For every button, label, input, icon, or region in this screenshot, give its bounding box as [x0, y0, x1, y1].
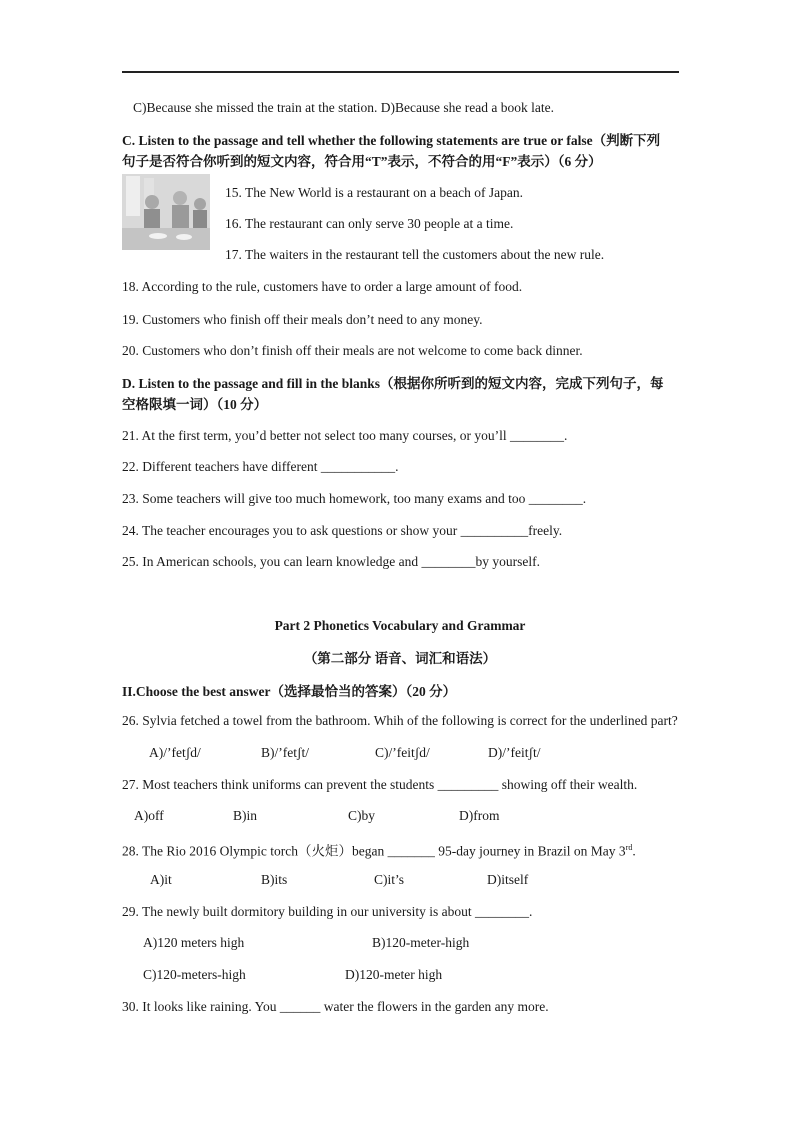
- section-d-heading-line2: 空格限填一词）（10 分）: [122, 397, 268, 412]
- q28-option-b: B)its: [261, 872, 288, 887]
- statement-18: 18. According to the rule, customers have to order a large amount of food.: [122, 279, 523, 294]
- q28-stem-ordinal: rd: [625, 843, 633, 852]
- part2-subtitle: （第二部分 语音、词汇和语法）: [303, 651, 497, 666]
- q28-stem: [122, 839, 636, 861]
- section-ii-heading: II.Choose the best answer（选择最恰当的答案）（20 分）: [122, 684, 457, 699]
- section-c-heading-line1: C. Listen to the passage and tell whether the following statements are true or false（判断下列: [122, 133, 661, 148]
- q27-option-b: B)in: [233, 808, 258, 823]
- blank-22: 22. Different teachers have different ___________.: [122, 459, 399, 474]
- blank-25: 25. In American schools, you can learn knowledge and ________by yourself.: [122, 554, 541, 569]
- q27-option-c: C)by: [348, 808, 375, 823]
- statement-20: 20. Customers who don’t finish off their meals are not welcome to come back dinner.: [122, 343, 583, 358]
- q29-option-a: A)120 meters high: [143, 935, 245, 950]
- blank-23: 23. Some teachers will give too much homework, too many exams and too ________.: [122, 491, 587, 506]
- blank-21: 21. At the first term, you’d better not select too many courses, or you’ll ________.: [122, 428, 568, 443]
- q27-option-a: A)off: [134, 808, 164, 823]
- q29-option-c: C)120-meters-high: [143, 967, 246, 982]
- q26-option-d: D)/’feitʃt/: [488, 745, 541, 760]
- statement-15: 15. The New World is a restaurant on a beach of Japan.: [225, 185, 523, 200]
- q26-stem: 26. Sylvia fetched a towel from the bathroom. Whih of the following is correct for the underlined part?: [122, 713, 678, 728]
- q26-option-c: C)/’feitʃd/: [375, 745, 430, 760]
- q28-option-d: D)itself: [487, 872, 529, 887]
- section-c-heading-line2: 句子是否符合你听到的短文内容，符合用“T”表示，不符合的用“F”表示）（6 分）: [122, 154, 602, 169]
- part2-title: Part 2 Phonetics Vocabulary and Grammar: [274, 618, 526, 633]
- q27-stem: 27. Most teachers think uniforms can prevent the students _________ showing off their wealth.: [122, 777, 638, 792]
- statement-16: 16. The restaurant can only serve 30 people at a time.: [225, 216, 514, 231]
- q27-option-d: D)from: [459, 808, 500, 823]
- header-rule: [122, 71, 679, 73]
- q26-option-b: B)/’fetʃt/: [261, 745, 309, 760]
- q29-stem: 29. The newly built dormitory building in our university is about ________.: [122, 904, 533, 919]
- q29-option-b: B)120-meter-high: [372, 935, 470, 950]
- q28-stem-period: .: [632, 843, 636, 859]
- q28-option-c: C)it’s: [374, 872, 405, 887]
- blank-24: 24. The teacher encourages you to ask questions or show your __________freely.: [122, 523, 563, 538]
- restaurant-photo: [122, 174, 210, 250]
- statement-17: 17. The waiters in the restaurant tell the customers about the new rule.: [225, 247, 605, 262]
- q28-stem-text: 28. The Rio 2016 Olympic torch（火炬）began _______ 95-day journey in Brazil on May 3: [122, 843, 626, 859]
- q30-stem: 30. It looks like raining. You ______ water the flowers in the garden any more.: [122, 999, 549, 1014]
- q14-options-cd: C)Because she missed the train at the station. D)Because she read a book late.: [133, 100, 554, 115]
- q28-option-a: A)it: [150, 872, 172, 887]
- statement-19: 19. Customers who finish off their meals don’t need to any money.: [122, 312, 483, 327]
- q26-option-a: A)/’fetʃd/: [149, 745, 201, 760]
- section-d-heading-line1: D. Listen to the passage and fill in the blanks（根据你所听到的短文内容，完成下列句子，每: [122, 376, 664, 391]
- q29-option-d: D)120-meter high: [345, 967, 443, 982]
